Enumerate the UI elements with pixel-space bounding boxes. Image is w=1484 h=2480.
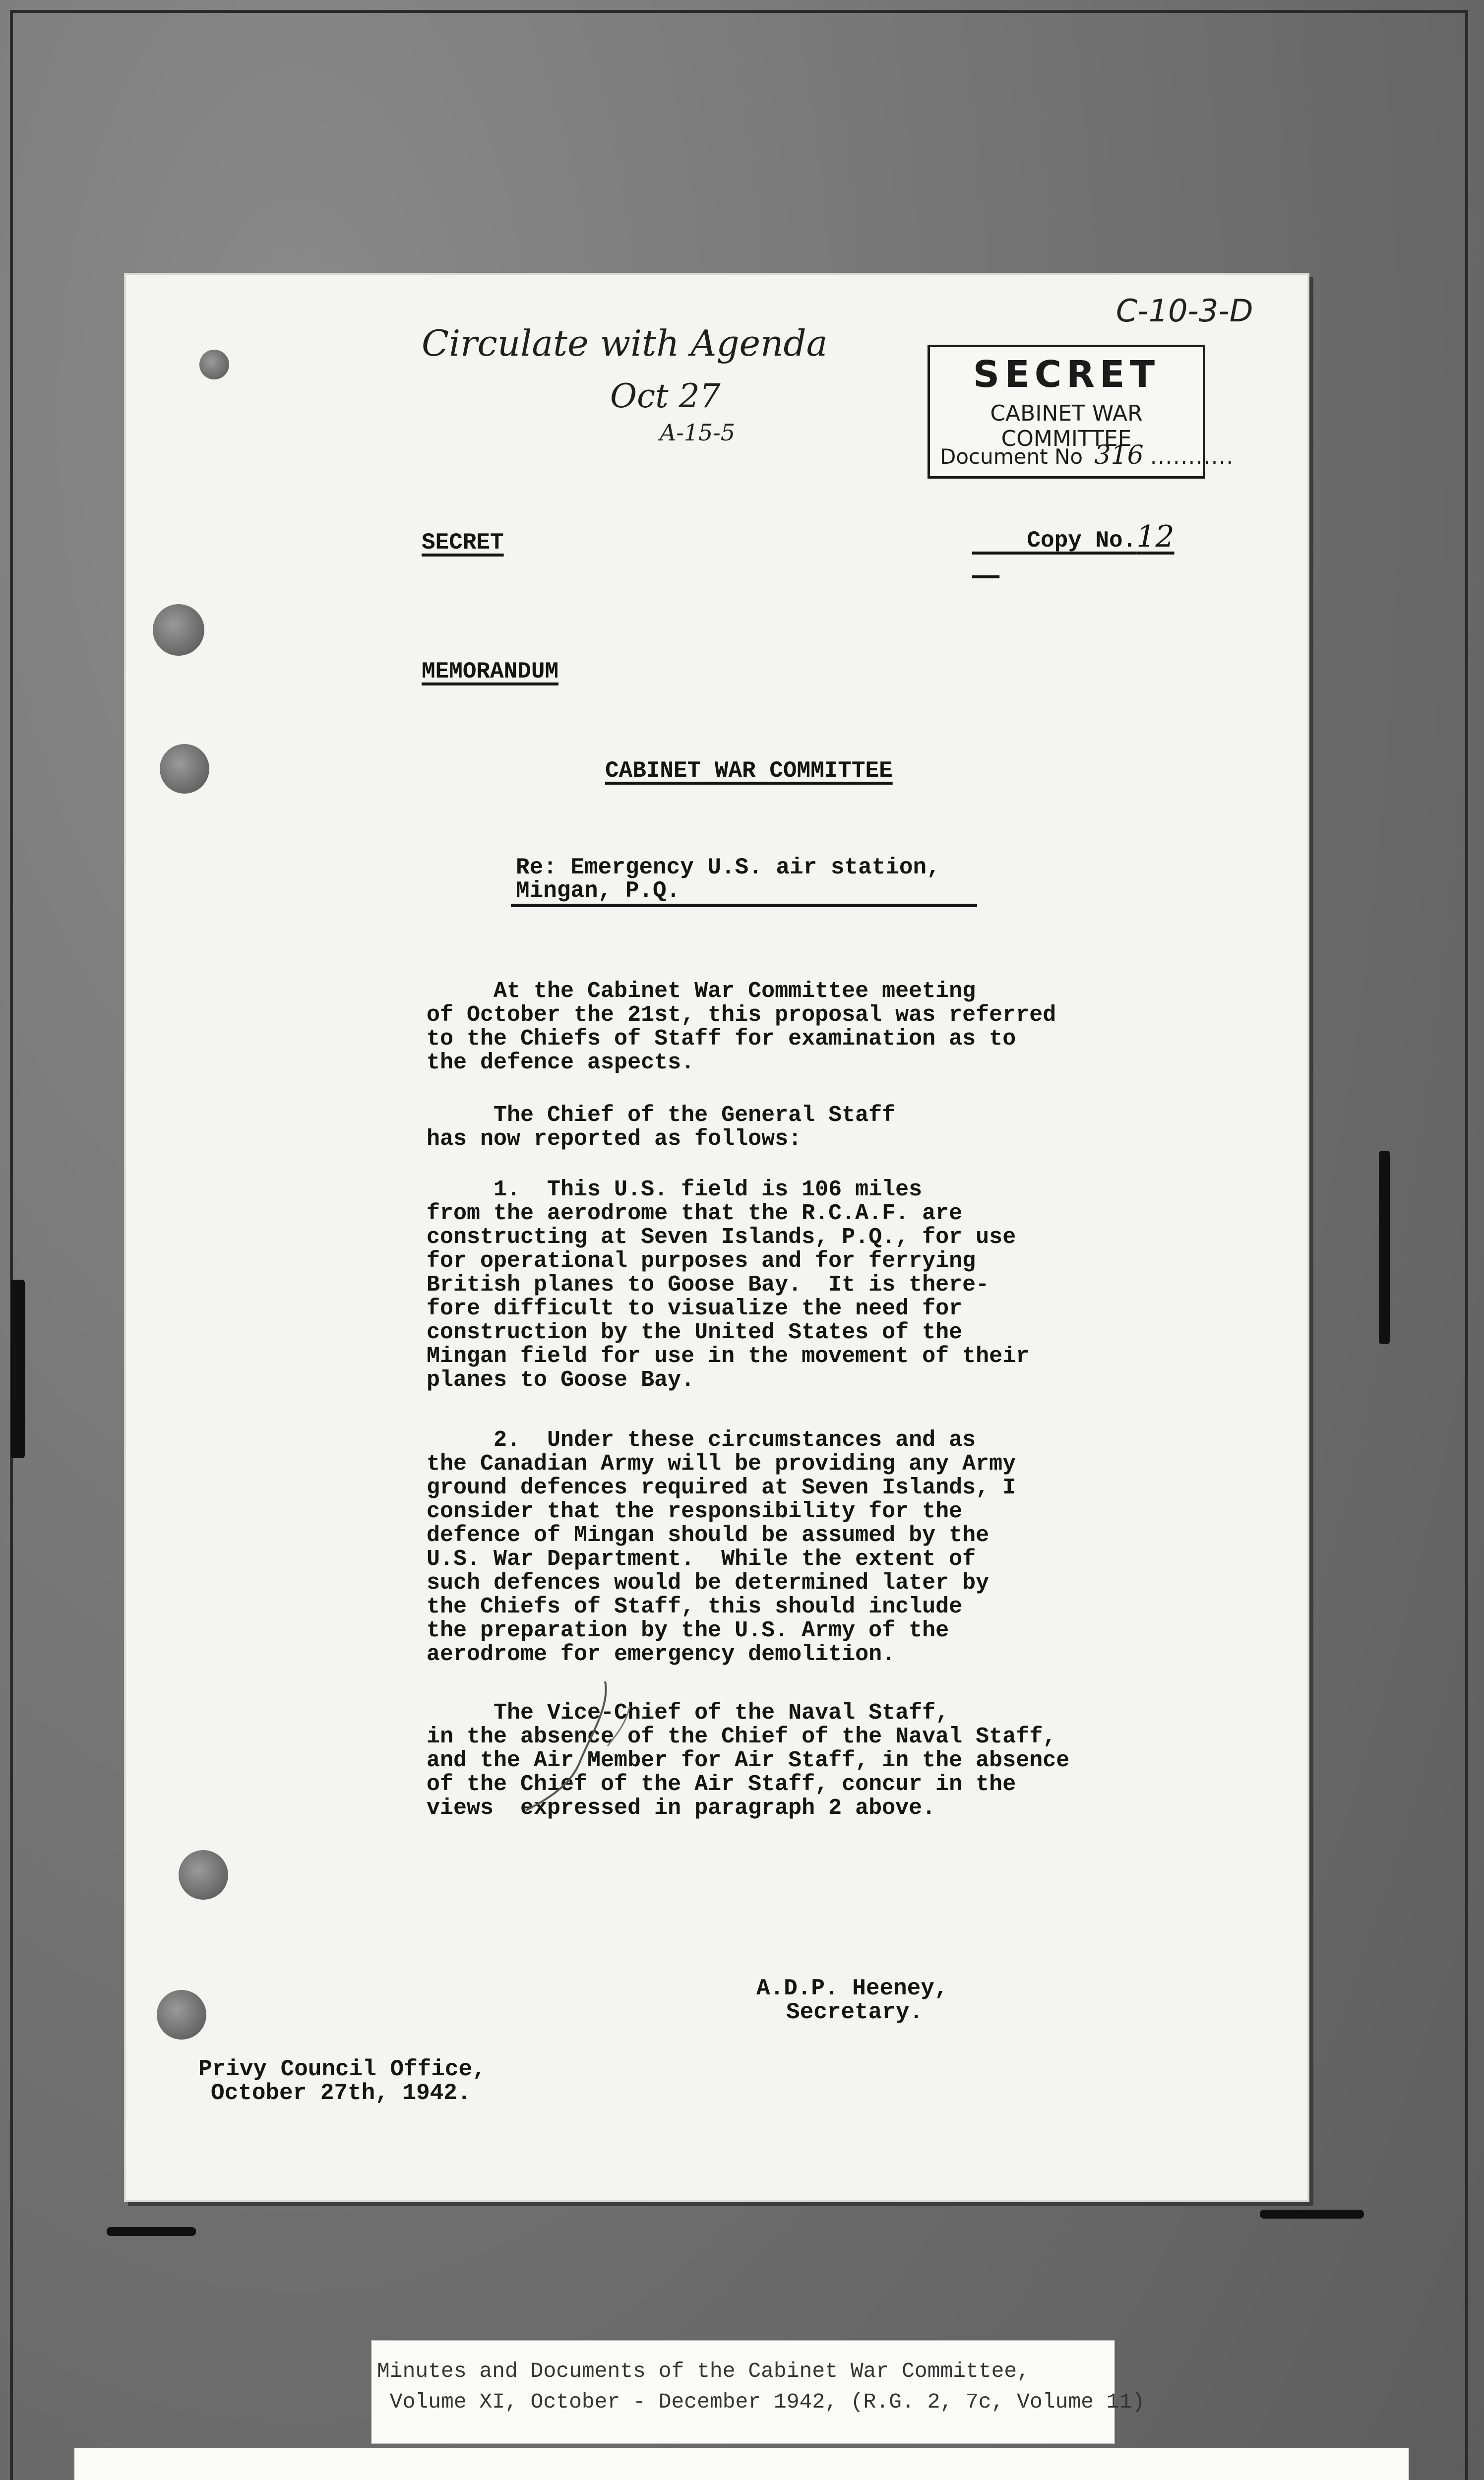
- office-name: Privy Council Office,: [198, 2056, 486, 2082]
- paragraph-line: the defence aspects.: [427, 1050, 695, 1075]
- paragraph-line: of October the 21st, this proposal was referred: [427, 1002, 1056, 1028]
- paragraph-line: from the aerodrome that the R.C.A.F. are: [427, 1201, 963, 1226]
- copy-number: 12: [1136, 519, 1175, 554]
- paragraph-point-2: [427, 1428, 1016, 1667]
- paragraph-line: views expressed in paragraph 2 above.: [427, 1796, 936, 1821]
- paragraph-chief-report: [427, 1104, 895, 1151]
- secret-stamp: [928, 345, 1234, 479]
- file-reference-code: C-10-3-D: [1116, 293, 1253, 329]
- paragraph-point-1: [427, 1178, 1029, 1392]
- subject-line-1: Re: Emergency U.S. air station,: [516, 855, 940, 880]
- paragraph-line: ground defences required at Seven Islands, I: [427, 1475, 1016, 1500]
- paragraph-line: The Chief of the General Staff: [427, 1103, 896, 1128]
- punch-hole: [157, 1990, 206, 2040]
- stamp-document-number: 316: [1094, 440, 1144, 470]
- copy-label: Copy No.: [1027, 528, 1137, 554]
- punch-hole: [153, 604, 204, 656]
- paragraph-line: construction by the United States of the: [427, 1320, 963, 1345]
- handwritten-date-note: Oct 27: [610, 377, 721, 415]
- subject-underline: [511, 904, 977, 907]
- archive-source-label: [371, 2340, 1145, 2444]
- stamp-committee: CABINET WAR COMMITTEE: [990, 401, 1143, 451]
- paragraph-line: The Vice-Chief of the Naval Staff,: [427, 1700, 949, 1726]
- signatory-title: Secretary.: [786, 1999, 924, 2025]
- paragraph-line: U.S. War Department. While the extent of: [427, 1547, 976, 1572]
- signatory-name: A.D.P. Heeney,: [756, 1976, 948, 2001]
- paragraph-line: aerodrome for emergency demolition.: [427, 1642, 896, 1667]
- archive-source-line-2: Volume XI, October - December 1942, (R.G. 2, 7c, Volume 11): [377, 2390, 1145, 2414]
- paragraph-line: to the Chiefs of Staff for examination as to: [427, 1026, 1016, 1052]
- paragraph-line: Mingan field for use in the movement of their: [427, 1344, 1030, 1369]
- paragraph-line: planes to Goose Bay.: [427, 1367, 695, 1393]
- paragraph-line: British planes to Goose Bay. It is there-: [427, 1272, 989, 1298]
- stamp-document-line: [940, 440, 1234, 470]
- classification-header: SECRET: [422, 530, 504, 556]
- copy-number-line: [972, 501, 1175, 576]
- paragraph-line: such defences would be determined later by: [427, 1570, 989, 1596]
- binder-clip-right: [1260, 2210, 1364, 2219]
- paragraph-referral: [427, 980, 1056, 1075]
- paragraph-line: of the Chief of the Air Staff, concur in the: [427, 1772, 1016, 1797]
- stamp-classification: SECRET: [973, 353, 1160, 396]
- paragraph-line: the Canadian Army will be providing any Army: [427, 1451, 1016, 1477]
- paragraph-line: constructing at Seven Islands, P.Q., for use: [427, 1225, 1016, 1250]
- paragraph-line: 1. This U.S. field is 106 miles: [427, 1177, 923, 1202]
- punch-hole: [179, 1850, 228, 1900]
- paragraph-line: for operational purposes and for ferrying: [427, 1248, 976, 1274]
- committee-header: CABINET WAR COMMITTEE: [605, 758, 893, 784]
- stamp-dots: ...........: [1150, 444, 1234, 469]
- archive-banner: [74, 2448, 1409, 2480]
- subject-line-2: Mingan, P.Q.: [516, 878, 680, 904]
- paragraph-line: At the Cabinet War Committee meeting: [427, 979, 976, 1004]
- stamp-document-label: Document No: [940, 444, 1083, 469]
- paragraph-line: defence of Mingan should be assumed by the: [427, 1523, 989, 1548]
- paragraph-line: fore difficult to visualize the need for: [427, 1296, 963, 1321]
- right-edge-mark: [1379, 1151, 1390, 1344]
- paragraph-line: consider that the responsibility for the: [427, 1499, 963, 1524]
- paragraph-line: and the Air Member for Air Staff, in the absence: [427, 1748, 1070, 1773]
- binder-clip-left: [107, 2227, 196, 2236]
- pencil-scribble: [506, 1676, 665, 1825]
- memo-date: October 27th, 1942.: [211, 2080, 471, 2106]
- memo-header: MEMORANDUM: [422, 659, 559, 684]
- handwritten-file-note: A-15-5: [660, 419, 736, 446]
- handwritten-circulate-note: Circulate with Agenda: [422, 322, 828, 364]
- punch-hole: [160, 744, 209, 794]
- left-edge-mark: [11, 1280, 25, 1458]
- paragraph-line: the Chiefs of Staff, this should include: [427, 1594, 963, 1619]
- paragraph-line: the preparation by the U.S. Army of the: [427, 1618, 949, 1643]
- punch-hole: [199, 350, 229, 379]
- paragraph-line: 2. Under these circumstances and as: [427, 1427, 976, 1453]
- archive-source-line-1: Minutes and Documents of the Cabinet War Committee,: [377, 2359, 1030, 2383]
- paragraph-line: in the absence of the Chief of the Naval Staff,: [427, 1724, 1056, 1749]
- paragraph-line: has now reported as follows:: [427, 1126, 802, 1152]
